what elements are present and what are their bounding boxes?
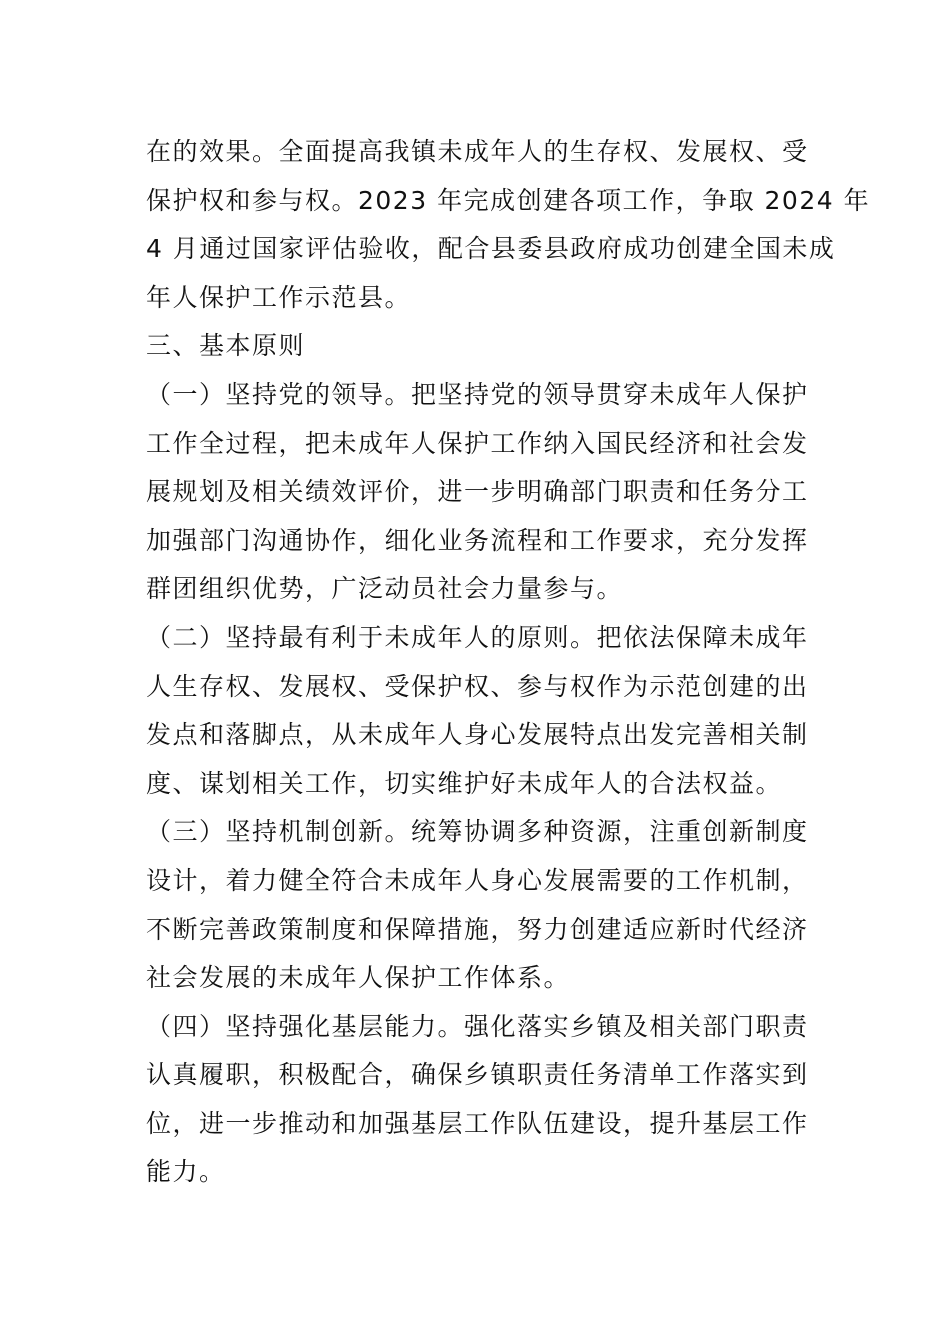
document-body <box>146 128 871 1197</box>
text-line: 加强部门沟通协作，细化业务流程和工作要求，充分发挥 <box>146 525 809 555</box>
text-line: （三）坚持机制创新。统筹协调多种资源，注重创新制度 <box>146 817 809 847</box>
text-line: 4 月通过国家评估验收，配合县委县政府成功创建全国未成 <box>146 234 836 264</box>
text-line: 发点和落脚点，从未成年人身心发展特点出发完善相关制 <box>146 720 809 750</box>
text-line: 保护权和参与权。2023 年完成创建各项工作，争取 2024 年 <box>146 185 871 215</box>
text-line: 认真履职，积极配合，确保乡镇职责任务清单工作落实到 <box>146 1060 809 1090</box>
text-line: 三、基本原则 <box>146 331 306 361</box>
text-line: 位，进一步推动和加强基层工作队伍建设，提升基层工作 <box>146 1108 809 1138</box>
text-line: （一）坚持党的领导。把坚持党的领导贯穿未成年人保护 <box>146 379 809 409</box>
text-line: 人生存权、发展权、受保护权、参与权作为示范创建的出 <box>146 671 809 701</box>
text-line: 工作全过程，把未成年人保护工作纳入国民经济和社会发 <box>146 428 809 458</box>
text-line: 不断完善政策制度和保障措施，努力创建适应新时代经济 <box>146 914 809 944</box>
text-line: 群团组织优势，广泛动员社会力量参与。 <box>146 574 624 604</box>
text-line: 在的效果。全面提高我镇未成年人的生存权、发展权、受 <box>146 137 809 166</box>
text-line: （四）坚持强化基层能力。强化落实乡镇及相关部门职责 <box>146 1011 809 1041</box>
text-line: 社会发展的未成年人保护工作体系。 <box>146 963 571 993</box>
text-line: 能力。 <box>146 1157 226 1187</box>
text-line: （二）坚持最有利于未成年人的原则。把依法保障未成年 <box>146 622 809 652</box>
text-line: 设计，着力健全符合未成年人身心发展需要的工作机制， <box>146 865 809 895</box>
text-line: 度、谋划相关工作，切实维护好未成年人的合法权益。 <box>146 768 783 798</box>
text-line: 展规划及相关绩效评价，进一步明确部门职责和任务分工 <box>146 477 809 507</box>
text-line: 年人保护工作示范县。 <box>146 282 412 312</box>
